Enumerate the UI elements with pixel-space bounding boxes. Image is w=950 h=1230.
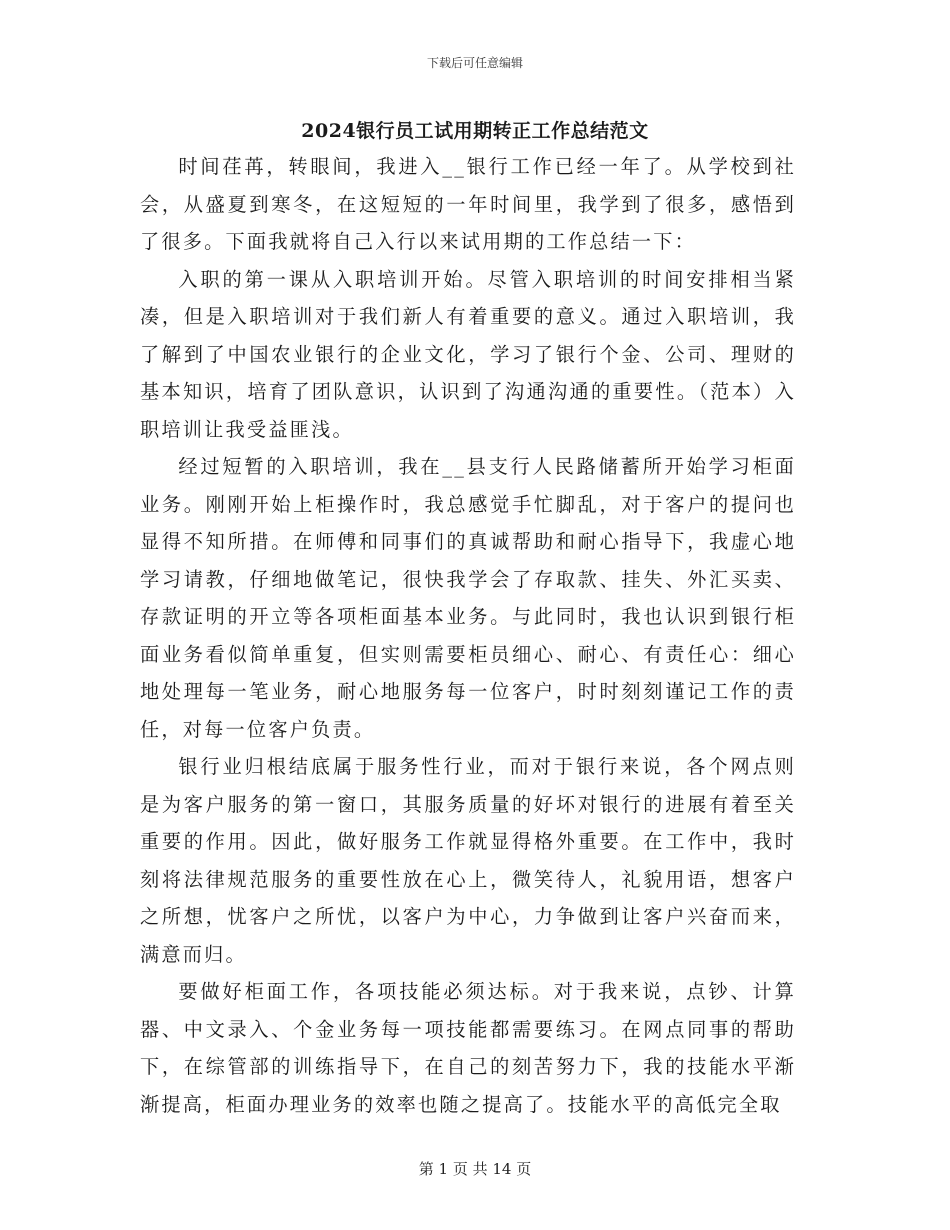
paragraph-counter-business: 经过短暂的入职培训，我在__县支行人民路储蓄所开始学习柜面业务。刚刚开始上柜操作时，我总感觉手忙脚乱，对于客户的提问也显得不知所措。在师傅和同事们的真诚帮助和耐心指导下，我虚心地学习请教，仔细地做笔记，很快我学会了存取款、挂失、外汇买卖、存款证明的开立等各项柜面基本业务。与此同时，我也认识到银行柜面业务看似简单重复，但实则需要柜员细心、耐心、有责任心：细心地处理每一笔业务，耐心地服务每一位客户，时时刻刻谨记工作的责任，对每一位客户负责。 <box>140 455 796 741</box>
header-note: 下载后可任意编辑 <box>426 56 523 70</box>
document-body <box>140 148 796 1123</box>
paragraph-intro: 时间荏苒，转眼间，我进入__银行工作已经一年了。从学校到社会，从盛夏到寒冬，在这短短的一年时间里，我学到了很多，感悟到了很多。下面我就将自己入行以来试用期的工作总结一下： <box>140 155 796 253</box>
paragraph-onboarding-training: 入职的第一课从入职培训开始。尽管入职培训的时间安排相当紧凑，但是入职培训对于我们新人有着重要的意义。通过入职培训，我了解到了中国农业银行的企业文化，学习了银行个金、公司、理财的基本知识，培育了团队意识，认识到了沟通沟通的重要性。（范本）入职培训让我受益匪浅。 <box>140 267 796 441</box>
paragraph-skills: 要做好柜面工作，各项技能必须达标。对于我来说，点钞、计算器、中文录入、个金业务每一项技能都需要练习。在网点同事的帮助下，在综管部的训练指导下，在自己的刻苦努力下，我的技能水平渐渐提高，柜面办理业务的效率也随之提高了。技能水平的高低完全取 <box>140 980 796 1116</box>
page-number-footer: 第 1 页 共 14 页 <box>418 1160 532 1178</box>
document-title: 2024银行员工试用期转正工作总结范文 <box>301 120 649 142</box>
paragraph-service: 银行业归根结底属于服务性行业，而对于银行来说，各个网点则是为客户服务的第一窗口，其服务质量的好坏对银行的进展有着至关重要的作用。因此，做好服务工作就显得格外重要。在工作中，我时刻将法律规范服务的重要性放在心上，微笑待人，礼貌用语，想客户之所想，忧客户之所忧，以客户为中心，力争做到让客户兴奋而来，满意而归。 <box>140 755 796 966</box>
